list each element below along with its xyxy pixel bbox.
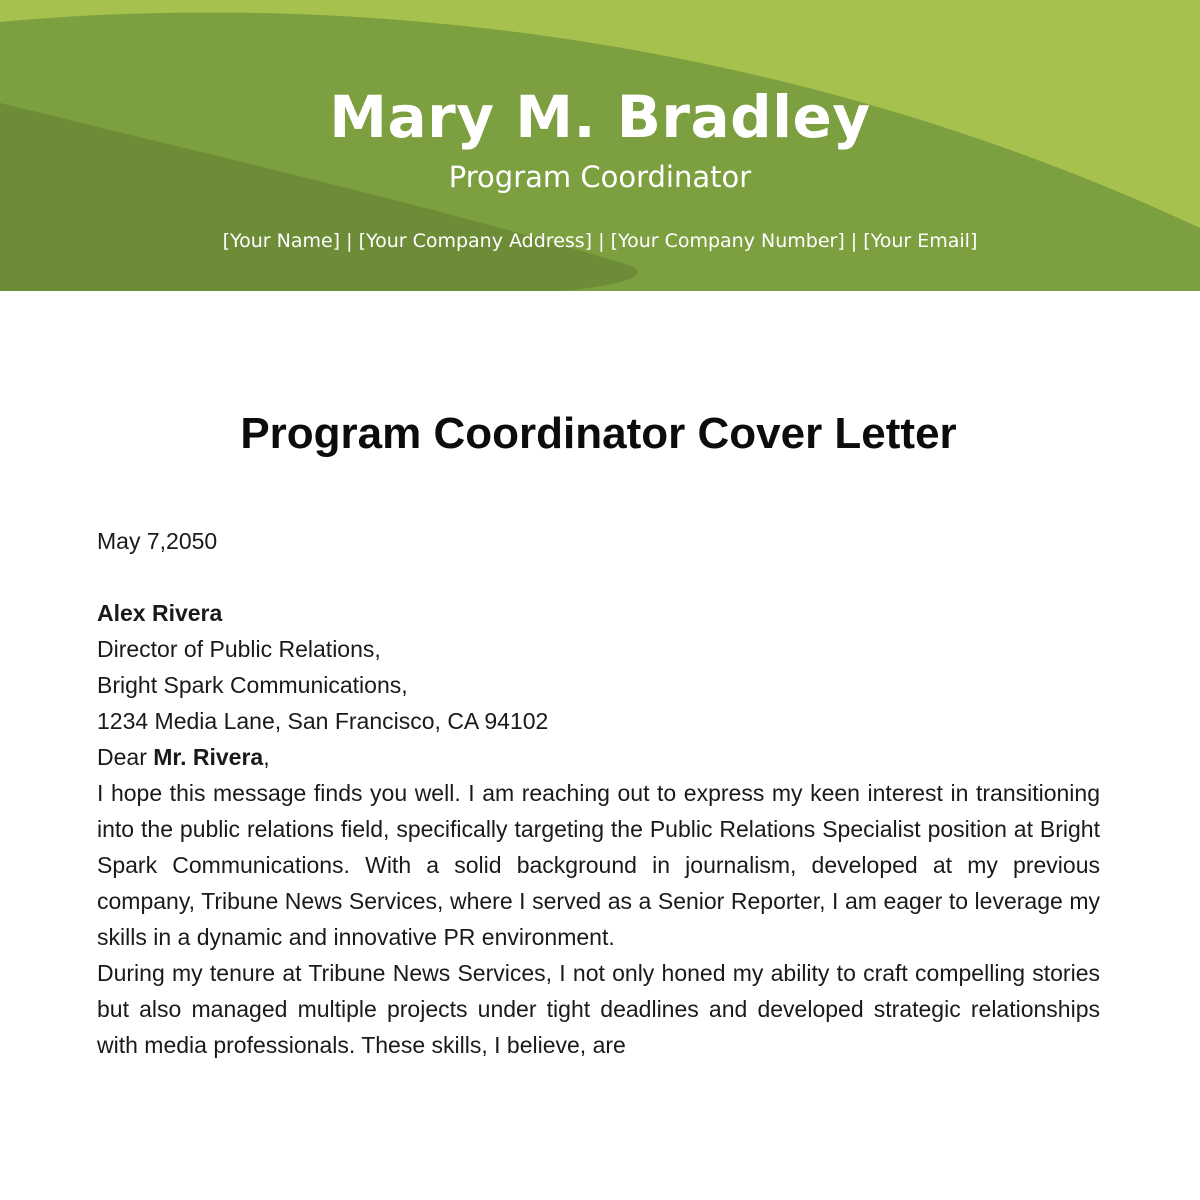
- letter-body: [0, 409, 1200, 1063]
- letter-title: Program Coordinator Cover Letter: [240, 409, 957, 458]
- author-role: Program Coordinator: [448, 160, 752, 194]
- letterhead: [0, 0, 1200, 291]
- letter-date: May 7,2050: [97, 528, 218, 554]
- salutation: [97, 739, 1100, 775]
- salutation-prefix: Dear: [97, 744, 154, 770]
- paragraph-2: During my tenure at Tribune News Services, I not only honed my ability to craft compelling stories but also managed multiple projects under tight deadlines and developed strategic relationships with media professionals. These skills, I believe, are: [97, 960, 1100, 1058]
- contact-line: [Your Name] | [Your Company Address] | [Your Company Number] | [Your Email]: [222, 230, 978, 252]
- paragraph-1: I hope this message finds you well. I am reaching out to express my keen interest in transitioning into the public relations field, specifically targeting the Public Relations Specialist position at Bright Spark Communications. With a solid background in journalism, developed at my previous company, Tribune News Services, where I served as a Senior Reporter, I am eager to leverage my skills in a dynamic and innovative PR environment.: [97, 780, 1100, 950]
- letterhead-text: [0, 0, 1200, 291]
- recipient-address: 1234 Media Lane, San Francisco, CA 94102: [97, 708, 549, 734]
- salutation-recipient: Mr. Rivera: [153, 744, 264, 770]
- recipient-name: Alex Rivera: [97, 600, 223, 626]
- recipient-job-title: Director of Public Relations,: [97, 636, 381, 662]
- recipient-block: [97, 595, 1100, 739]
- recipient-company: Bright Spark Communications,: [97, 672, 408, 698]
- salutation-suffix: ,: [263, 744, 270, 770]
- author-name: Mary M. Bradley: [329, 83, 871, 151]
